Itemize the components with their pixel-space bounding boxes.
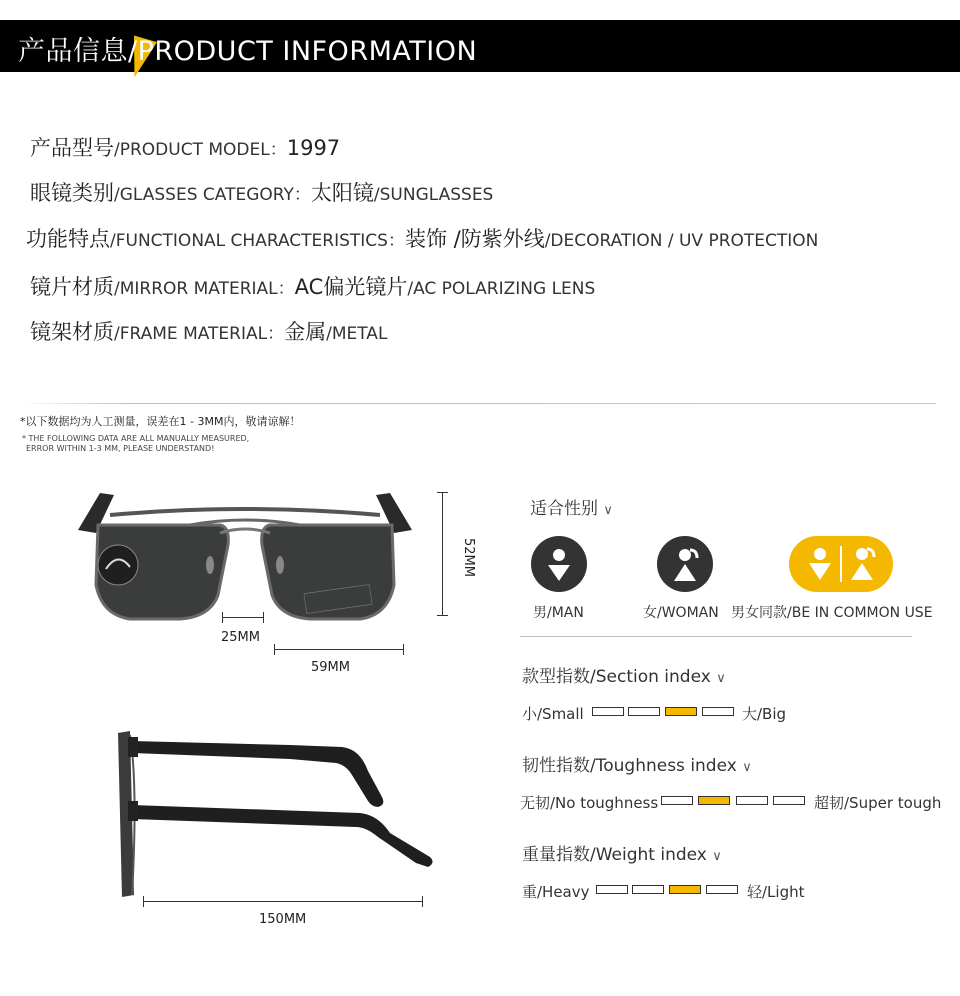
gender-option-unisex: 男女同款/BE IN COMMON USE bbox=[731, 605, 933, 621]
spec-label-en: /FRAME MATERIAL： bbox=[114, 324, 285, 344]
spec-row-function bbox=[26, 223, 818, 253]
unisex-icon bbox=[789, 536, 893, 592]
spec-label-cn: 眼镜类别 bbox=[30, 181, 114, 205]
toughness-index-low-label: 无韧/No toughness bbox=[520, 794, 659, 812]
chevron-down-icon: ∨ bbox=[712, 849, 722, 864]
lens-width-dimension-line bbox=[274, 649, 404, 650]
chevron-down-icon: ∨ bbox=[716, 671, 726, 686]
spec-value-en: /METAL bbox=[326, 324, 388, 344]
spec-label-cn: 镜架材质 bbox=[30, 320, 114, 344]
spec-row-lens-material bbox=[30, 271, 595, 301]
glasses-side-image bbox=[110, 725, 440, 905]
gender-option-man: 男/MAN bbox=[533, 605, 584, 621]
spec-label-en: /GLASSES CATEGORY： bbox=[114, 185, 311, 205]
chevron-down-icon: ∨ bbox=[742, 760, 752, 775]
measurement-note-en-1: * THE FOLLOWING DATA ARE ALL MANUALLY MEASURED, bbox=[22, 434, 250, 443]
toughness-index-bar-2 bbox=[698, 796, 730, 805]
weight-index-bar-3 bbox=[669, 885, 701, 894]
temple-length-dimension-cap-left bbox=[143, 896, 144, 907]
toughness-index-bar-4 bbox=[773, 796, 805, 805]
lens-width-dimension-cap-right bbox=[403, 644, 404, 655]
section-index-title bbox=[522, 662, 726, 687]
height-dimension-label: 52MM bbox=[461, 538, 476, 577]
section-index-high-label: 大/Big bbox=[742, 705, 787, 723]
weight-index-title bbox=[522, 840, 722, 865]
bridge-dimension-cap-left bbox=[222, 612, 223, 623]
spec-row-model bbox=[30, 132, 340, 162]
spec-value-en: /DECORATION / UV PROTECTION bbox=[544, 231, 819, 251]
gender-section-title bbox=[530, 494, 613, 519]
toughness-index-bar-3 bbox=[736, 796, 768, 805]
lens-width-dimension-label: 59MM bbox=[311, 660, 350, 675]
gender-option-woman: 女/WOMAN bbox=[643, 605, 719, 621]
page-title: 产品信息/PRODUCT INFORMATION bbox=[18, 36, 478, 67]
spec-value-en: /AC POLARIZING LENS bbox=[407, 279, 596, 299]
height-dimension-cap-top bbox=[437, 492, 448, 493]
section-index-bar-2 bbox=[628, 707, 660, 716]
section-index-bar-4 bbox=[702, 707, 734, 716]
glasses-front-image bbox=[70, 485, 420, 625]
gender-section-rule bbox=[520, 636, 912, 637]
spec-row-frame-material bbox=[30, 316, 387, 346]
weight-index-high-label: 轻/Light bbox=[747, 883, 805, 901]
lens-width-dimension-cap-left bbox=[274, 644, 275, 655]
measurement-note-cn: *以下数据均为人工测量，误差在1 - 3MM内，敬请谅解！ bbox=[20, 415, 301, 428]
spec-label-en: /MIRROR MATERIAL： bbox=[114, 279, 295, 299]
spec-label-cn: 功能特点 bbox=[26, 227, 110, 251]
measurement-note-en-2: ERROR WITHIN 1-3 MM, PLEASE UNDERSTAND! bbox=[26, 444, 215, 453]
toughness-index-title-text: 韧性指数/Toughness index bbox=[522, 756, 737, 776]
temple-length-dimension-line bbox=[143, 901, 423, 902]
spec-label-en: /PRODUCT MODEL： bbox=[114, 140, 287, 160]
section-index-bar-3 bbox=[665, 707, 697, 716]
spec-value-cn: 装饰 /防紫外线 bbox=[404, 227, 545, 251]
section-index-bar-1 bbox=[592, 707, 624, 716]
weight-index-low-label: 重/Heavy bbox=[522, 883, 590, 901]
gender-title-text: 适合性别 bbox=[530, 499, 598, 519]
weight-index-bar-1 bbox=[596, 885, 628, 894]
spec-label-en: /FUNCTIONAL CHARACTERISTICS： bbox=[110, 231, 405, 251]
section-index-low-label: 小/Small bbox=[522, 705, 584, 723]
toughness-index-bar-1 bbox=[661, 796, 693, 805]
bridge-dimension-cap-right bbox=[263, 612, 264, 623]
section-index-title-text: 款型指数/Section index bbox=[522, 667, 711, 687]
height-dimension-line bbox=[442, 492, 443, 616]
section-divider bbox=[20, 403, 936, 404]
spec-label-cn: 镜片材质 bbox=[30, 275, 114, 299]
spec-value-cn: 太阳镜 bbox=[310, 181, 374, 205]
toughness-index-title bbox=[522, 751, 752, 776]
toughness-index-high-label: 超韧/Super tough bbox=[814, 794, 942, 812]
spec-value-cn: 金属 bbox=[284, 320, 327, 344]
man-icon bbox=[531, 536, 587, 592]
weight-index-bar-4 bbox=[706, 885, 738, 894]
chevron-down-icon: ∨ bbox=[603, 503, 613, 518]
weight-index-bar-2 bbox=[632, 885, 664, 894]
bridge-dimension-line bbox=[222, 617, 264, 618]
weight-index-title-text: 重量指数/Weight index bbox=[522, 845, 707, 865]
temple-length-dimension-label: 150MM bbox=[259, 912, 307, 927]
bridge-dimension-label: 25MM bbox=[221, 630, 260, 645]
woman-icon bbox=[657, 536, 713, 592]
spec-row-category bbox=[30, 177, 493, 207]
spec-value-en: /SUNGLASSES bbox=[373, 185, 494, 205]
height-dimension-cap-bottom bbox=[437, 615, 448, 616]
spec-value-cn: AC偏光镜片 bbox=[294, 275, 408, 299]
temple-length-dimension-cap-right bbox=[422, 896, 423, 907]
spec-label-cn: 产品型号 bbox=[30, 136, 114, 160]
spec-value-cn: 1997 bbox=[286, 136, 341, 160]
